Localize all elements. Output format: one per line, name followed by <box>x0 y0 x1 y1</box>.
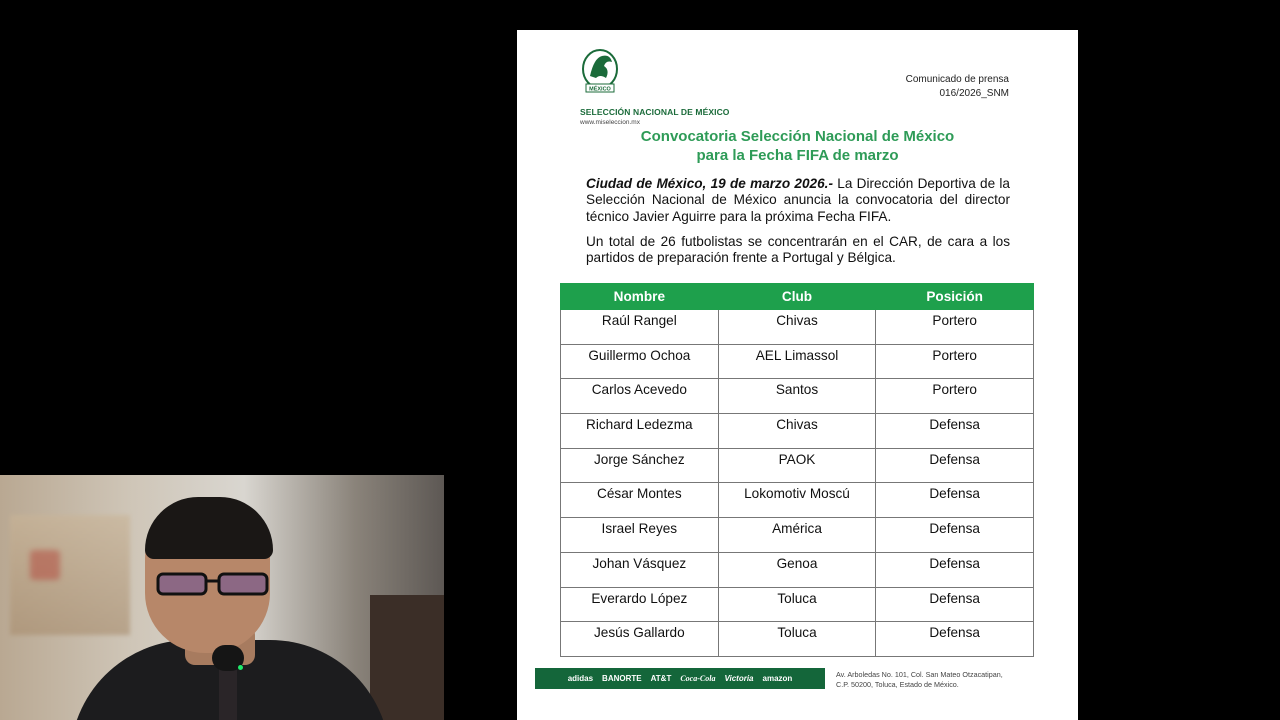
player-club: Toluca <box>718 622 876 657</box>
sponsor-bar <box>535 668 825 689</box>
address-footer <box>836 670 1003 689</box>
document-title <box>517 127 1078 165</box>
table-row <box>561 448 1034 483</box>
player-position: Defensa <box>876 552 1034 587</box>
address-line-1: Av. Arboledas No. 101, Col. San Mateo Otzacatipan, <box>836 670 1003 679</box>
dateline: Ciudad de México, 19 de marzo 2026.- <box>586 176 833 191</box>
player-club: Lokomotiv Moscú <box>718 483 876 518</box>
intro-body: La Dirección Deportiva de la Selección Nacional de México anuncia la convocatoria del director técnico Javier Aguirre para la próxima Fecha FIFA. <box>586 176 1010 224</box>
player-club: Toluca <box>718 587 876 622</box>
table-row <box>561 344 1034 379</box>
player-position: Portero <box>876 379 1034 414</box>
background-shelf <box>10 515 130 635</box>
sponsor-victoria: Victoria <box>724 674 754 683</box>
player-position: Defensa <box>876 448 1034 483</box>
player-club: Genoa <box>718 552 876 587</box>
roster-header-row <box>561 284 1034 310</box>
press-label: Comunicado de prensa <box>905 74 1009 85</box>
press-release-document <box>517 30 1078 720</box>
background-object <box>30 550 60 580</box>
sponsor-adidas: adidas <box>567 674 594 683</box>
player-club: AEL Limassol <box>718 344 876 379</box>
address-line-2: C.P. 50200, Toluca, Estado de México. <box>836 679 959 689</box>
sponsor-banorte: BANORTE <box>602 674 642 683</box>
player-club: PAOK <box>718 448 876 483</box>
table-row <box>561 518 1034 553</box>
sponsor-att: AT&T <box>650 674 672 683</box>
player-name: Guillermo Ochoa <box>561 344 719 379</box>
person-hair <box>145 497 273 559</box>
press-number: 016/2026_SNM <box>939 88 1009 99</box>
header-nombre: Nombre <box>561 284 719 310</box>
table-row <box>561 587 1034 622</box>
intro-paragraph <box>586 176 1010 225</box>
player-name: Richard Ledezma <box>561 414 719 449</box>
player-position: Defensa <box>876 518 1034 553</box>
table-row <box>561 414 1034 449</box>
player-club: Chivas <box>718 310 876 345</box>
table-row <box>561 552 1034 587</box>
player-name: Carlos Acevedo <box>561 379 719 414</box>
player-position: Portero <box>876 344 1034 379</box>
player-position: Portero <box>876 310 1034 345</box>
player-name: Jorge Sánchez <box>561 448 719 483</box>
player-name: Johan Vásquez <box>561 552 719 587</box>
header-club: Club <box>718 284 876 310</box>
player-name: Everardo López <box>561 587 719 622</box>
press-info <box>906 73 1009 101</box>
header-posicion: Posición <box>876 284 1034 310</box>
player-club: América <box>718 518 876 553</box>
table-row <box>561 622 1034 657</box>
mexico-federation-logo <box>580 48 620 98</box>
sponsor-amazon: amazon <box>762 674 793 683</box>
background-cabinet <box>370 595 444 720</box>
title-line-2: para la Fecha FIFA de marzo <box>696 147 899 164</box>
org-name: SELECCIÓN NACIONAL DE MÉXICO <box>580 107 730 117</box>
table-row <box>561 483 1034 518</box>
table-row <box>561 379 1034 414</box>
player-name: César Montes <box>561 483 719 518</box>
sponsor-coca-cola: Coca-Cola <box>680 674 716 683</box>
glasses-icon <box>155 571 271 597</box>
player-name: Raúl Rangel <box>561 310 719 345</box>
player-name: Israel Reyes <box>561 518 719 553</box>
summary-paragraph: Un total de 26 futbolistas se concentrarán en el CAR, de cara a los partidos de preparación frente a Portugal y Bélgica. <box>586 234 1010 266</box>
player-name: Jesús Gallardo <box>561 622 719 657</box>
table-row <box>561 310 1034 345</box>
player-position: Defensa <box>876 414 1034 449</box>
player-club: Chivas <box>718 414 876 449</box>
title-line-1: Convocatoria Selección Nacional de México <box>640 128 955 145</box>
mic-status-light <box>238 665 243 670</box>
player-position: Defensa <box>876 622 1034 657</box>
roster-table <box>560 283 1034 657</box>
player-club: Santos <box>718 379 876 414</box>
player-position: Defensa <box>876 587 1034 622</box>
player-position: Defensa <box>876 483 1034 518</box>
logo-text: MÉXICO <box>589 86 611 93</box>
webcam-overlay <box>0 475 444 720</box>
org-url: www.miseleccion.mx <box>580 119 640 126</box>
